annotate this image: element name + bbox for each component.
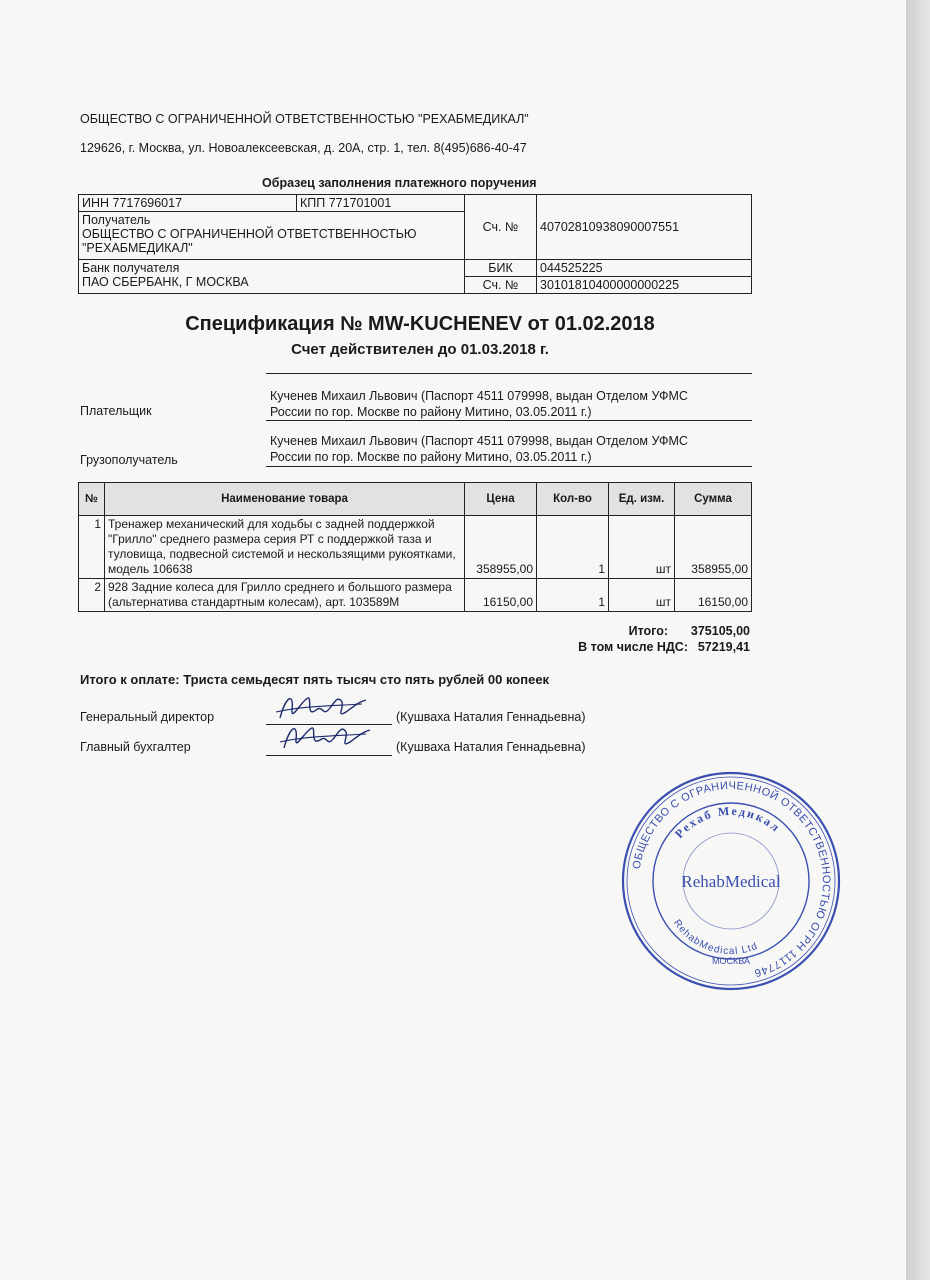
recipient-name-line1: ОБЩЕСТВО С ОГРАНИЧЕННОЙ ОТВЕТСТВЕННОСТЬЮ bbox=[82, 227, 417, 241]
bank-label: Банк получателя bbox=[82, 261, 180, 275]
row-name bbox=[105, 579, 465, 612]
director-label: Генеральный директор bbox=[80, 710, 215, 724]
consignee-underline bbox=[266, 466, 752, 467]
row-sum: 16150,00 bbox=[675, 579, 752, 612]
row-name-line: (альтернатива стандартным колесам), арт. 103589М bbox=[108, 595, 400, 609]
seal-city-text: МОСКВА bbox=[712, 956, 750, 966]
director-name: (Кушваха Наталия Геннадьевна) bbox=[396, 710, 586, 724]
payment-sample-caption: Образец заполнения платежного поручения bbox=[262, 176, 537, 190]
row-name-line: туловища, подвесной системой и нескользящими рукоятками, bbox=[108, 547, 456, 561]
col-header-num: № bbox=[79, 483, 105, 516]
vat-value: 57219,41 bbox=[697, 640, 750, 654]
bik-label: БИК bbox=[465, 260, 537, 277]
account-label: Сч. № bbox=[465, 195, 537, 260]
col-header-name: Наименование товара bbox=[105, 483, 465, 516]
page-edge bbox=[906, 0, 930, 1280]
svg-text:Рехаб Медикал bbox=[672, 804, 784, 841]
table-row bbox=[79, 516, 752, 579]
seal-center-text: RehabMedical bbox=[681, 872, 781, 891]
row-name-line: "Грилло" среднего размера серия РТ с поддержкой таза и bbox=[108, 532, 432, 546]
row-sum: 358955,00 bbox=[675, 516, 752, 579]
row-qty: 1 bbox=[537, 516, 609, 579]
kpp-cell: КПП 771701001 bbox=[297, 195, 465, 212]
vat-label: В том числе НДС: bbox=[578, 640, 688, 654]
row-num: 1 bbox=[79, 516, 105, 579]
recipient-cell bbox=[79, 212, 465, 260]
row-unit: шт bbox=[609, 579, 675, 612]
consignee-line1: Кученев Михаил Львович (Паспорт 4511 079998, выдан Отделом УФМС bbox=[270, 434, 688, 448]
divider bbox=[266, 373, 752, 374]
company-name: ОБЩЕСТВО С ОГРАНИЧЕННОЙ ОТВЕТСТВЕННОСТЬЮ "РЕХАБМЕДИКАЛ" bbox=[80, 112, 529, 126]
document-title: Спецификация № MW-KUCHENEV от 01.02.2018 bbox=[185, 313, 655, 335]
col-header-qty: Кол-во bbox=[537, 483, 609, 516]
validity-note: Счет действителен до 01.03.2018 г. bbox=[291, 341, 549, 358]
row-name-line: Тренажер механический для ходьбы с задней поддержкой bbox=[108, 517, 435, 531]
corr-account-label: Сч. № bbox=[465, 277, 537, 294]
recipient-name-line2: "РЕХАБМЕДИКАЛ" bbox=[82, 241, 193, 255]
corr-account-value: 30101810400000000225 bbox=[537, 277, 752, 294]
row-name bbox=[105, 516, 465, 579]
payer-line1: Кученев Михаил Львович (Паспорт 4511 079998, выдан Отделом УФМС bbox=[270, 389, 688, 403]
col-header-sum: Сумма bbox=[675, 483, 752, 516]
consignee-label: Грузополучатель bbox=[80, 453, 178, 467]
bik-value: 044525225 bbox=[537, 260, 752, 277]
row-name-line: 928 Задние колеса для Грилло среднего и большого размера bbox=[108, 580, 452, 594]
seal-ring-text: ОБЩЕСТВО С ОГРАНИЧЕННОЙ ОТВЕТСТВЕННОСТЬЮ ОГРН 1117746 bbox=[630, 779, 833, 979]
row-qty: 1 bbox=[537, 579, 609, 612]
table-row bbox=[79, 579, 752, 612]
total-value: 375105,00 bbox=[690, 624, 750, 638]
amount-in-words: Итого к оплате: Триста семьдесят пять тысяч сто пять рублей 00 копеек bbox=[80, 672, 550, 687]
company-address: 129626, г. Москва, ул. Новоалексеевская, д. 20А, стр. 1, тел. 8(495)686-40-47 bbox=[80, 141, 527, 155]
bank-details-table bbox=[78, 194, 752, 294]
seal-inner-text: Рехаб Медикал bbox=[672, 803, 784, 841]
accountant-name: (Кушваха Наталия Геннадьевна) bbox=[396, 740, 586, 754]
bank-name: ПАО СБЕРБАНК, Г МОСКВА bbox=[82, 275, 249, 289]
col-header-price: Цена bbox=[465, 483, 537, 516]
row-num: 2 bbox=[79, 579, 105, 612]
total-label: Итого: bbox=[628, 624, 668, 638]
row-price: 358955,00 bbox=[465, 516, 537, 579]
payer-label: Плательщик bbox=[80, 404, 152, 418]
bank-cell bbox=[79, 260, 465, 294]
payer-line2: России по гор. Москве по району Митино, 03.05.2011 г.) bbox=[270, 405, 592, 419]
payer-underline bbox=[266, 420, 752, 421]
items-table bbox=[78, 482, 752, 612]
account-number: 40702810938090007551 bbox=[537, 195, 752, 260]
accountant-signature bbox=[274, 716, 374, 756]
svg-text:RehabMedical Ltd bbox=[671, 918, 760, 957]
row-name-line: модель 106638 bbox=[108, 562, 193, 576]
row-unit: шт bbox=[609, 516, 675, 579]
consignee-line2: России по гор. Москве по району Митино, 03.05.2011 г.) bbox=[270, 450, 592, 464]
inn-cell: ИНН 7717696017 bbox=[79, 195, 297, 212]
recipient-label: Получатель bbox=[82, 213, 151, 227]
col-header-unit: Ед. изм. bbox=[609, 483, 675, 516]
accountant-label: Главный бухгалтер bbox=[80, 740, 191, 754]
row-price: 16150,00 bbox=[465, 579, 537, 612]
company-seal bbox=[618, 768, 844, 994]
seal-bottom-text: RehabMedical Ltd bbox=[671, 917, 760, 958]
